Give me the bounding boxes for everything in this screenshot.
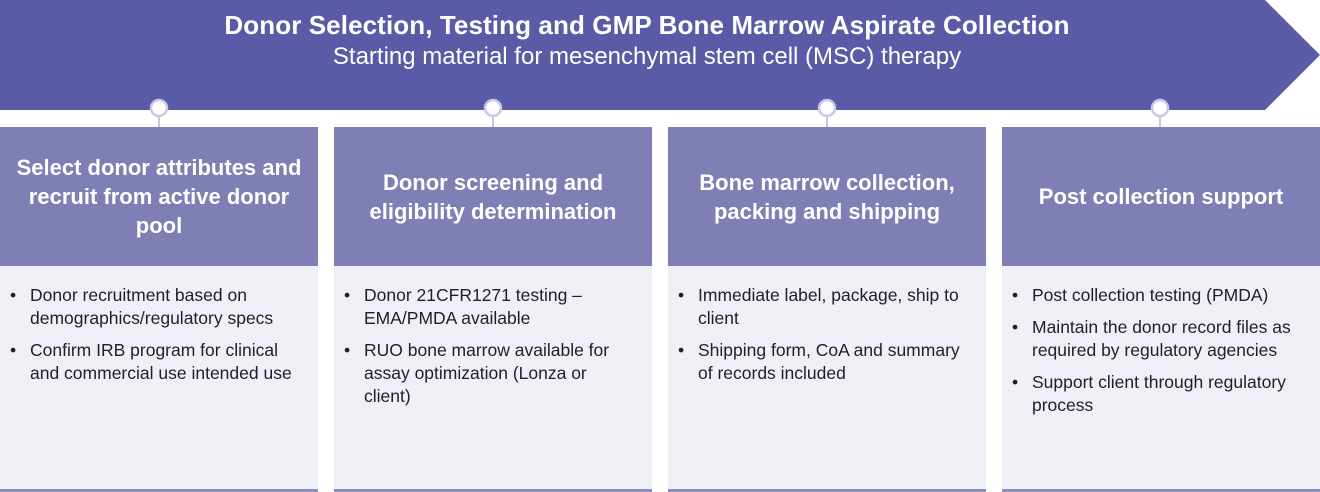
bullet-item: • Maintain the donor record files as required by regulatory agencies	[1012, 316, 1304, 362]
banner	[0, 0, 1294, 110]
bullet-item: • Donor recruitment based on demographics/regulatory specs	[10, 284, 302, 330]
step-bullet-list-2	[334, 266, 652, 408]
step-column-4	[1002, 127, 1320, 492]
step-header-1: Select donor attributes and recruit from active donor pool	[0, 127, 318, 266]
banner-subtitle: Starting material for mesenchymal stem cell (MSC) therapy	[332, 43, 962, 70]
step-column-2	[334, 127, 652, 492]
step-column-1	[0, 127, 318, 492]
step-column-3	[668, 127, 986, 492]
connector-dot-1	[149, 98, 169, 127]
bullet-item: • Post collection testing (PMDA)	[1012, 284, 1304, 307]
bullet-item: • Shipping form, CoA and summary of records included	[678, 339, 970, 385]
connector-dot-4	[1150, 98, 1170, 127]
connector-dot-3	[817, 98, 837, 127]
step-header-4: Post collection support	[1002, 127, 1320, 266]
step-header-3: Bone marrow collection, packing and shipping	[668, 127, 986, 266]
step-bullet-list-3	[668, 266, 986, 385]
bullet-item: • Donor 21CFR1271 testing – EMA/PMDA available	[344, 284, 636, 330]
step-header-2: Donor screening and eligibility determination	[334, 127, 652, 266]
step-bullet-list-1	[0, 266, 318, 385]
bullet-item: • Confirm IRB program for clinical and commercial use intended use	[10, 339, 302, 385]
banner-title: Donor Selection, Testing and GMP Bone Marrow Aspirate Collection	[224, 10, 1070, 40]
bullet-item: • RUO bone marrow available for assay optimization (Lonza or client)	[344, 339, 636, 408]
bullet-item: • Immediate label, package, ship to client	[678, 284, 970, 330]
connector-dot-2	[483, 98, 503, 127]
bullet-item: • Support client through regulatory process	[1012, 371, 1304, 417]
step-bullet-list-4	[1002, 266, 1320, 417]
